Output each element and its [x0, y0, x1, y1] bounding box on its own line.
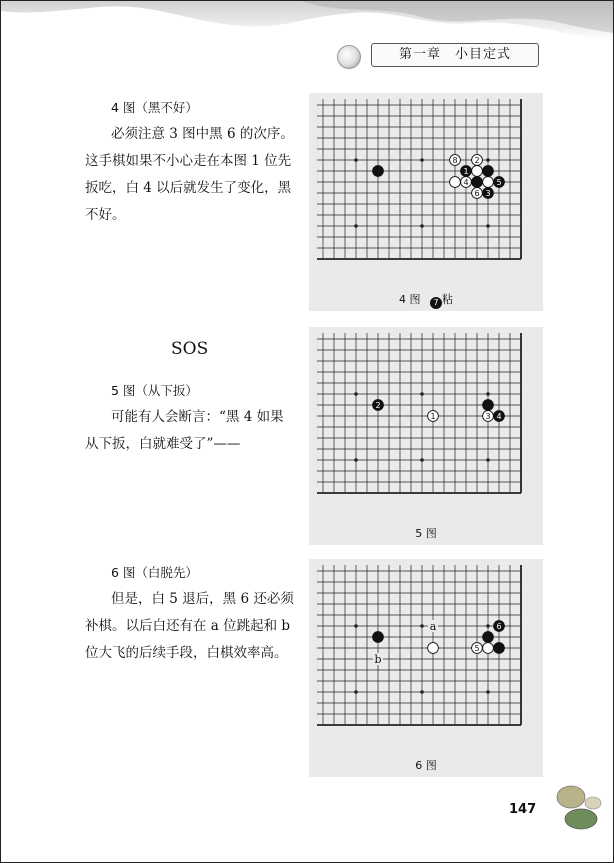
board5-stone-label-3: 3	[485, 412, 491, 421]
board4-stone-label-4: 4	[463, 178, 469, 187]
board4-white-stone	[450, 177, 461, 188]
figure-5-caption: 5 图	[415, 527, 437, 540]
board4-stone-label-1: 1	[463, 167, 469, 176]
board6-black-stone	[373, 632, 384, 643]
board6-black-stone	[483, 632, 494, 643]
section-4-heading: 4 图（黑不好）	[111, 100, 198, 115]
board6-stone-label-5: 5	[474, 644, 480, 653]
board6-star-point	[354, 690, 358, 694]
figure-5	[309, 327, 543, 545]
page-number: 147	[509, 802, 537, 817]
figure-4-caption-prefix: 4 图	[399, 293, 421, 306]
board5-stone-label-4: 4	[496, 412, 502, 421]
board4-star-point	[486, 224, 490, 228]
go-board-4	[309, 93, 543, 285]
figure-6-caption: 6 图	[415, 759, 437, 772]
figure-4-caption	[309, 291, 543, 309]
board6-star-point	[486, 690, 490, 694]
section-6-heading: 6 图（白脱先）	[111, 565, 198, 580]
board5-star-point	[420, 392, 424, 396]
section-5-text	[85, 377, 295, 458]
board6-white-stone	[483, 643, 494, 654]
board4-white-stone	[483, 177, 494, 188]
section-4-body: 必须注意 3 图中黑 6 的次序。这手棋如果不小心走在本图 1 位先扳吃，白 4 以后就发生了变化，黑不好。	[85, 126, 294, 223]
board4-star-point	[354, 158, 358, 162]
board4-black-stone	[373, 166, 384, 177]
board4-stone-label-2: 2	[474, 156, 480, 165]
go-board-5	[309, 327, 543, 519]
black-stone-7-icon: 7	[430, 297, 442, 309]
pebbles-decoration-icon	[553, 777, 613, 837]
board5-star-point	[486, 392, 490, 396]
board5-black-stone	[483, 400, 494, 411]
board4-black-stone	[472, 177, 483, 188]
figure-4-caption-suffix: 粘	[442, 293, 453, 306]
board6-black-stone	[494, 643, 505, 654]
header-banner	[1, 1, 613, 79]
board5-stone-label-2: 2	[375, 401, 381, 410]
section-6-text	[85, 559, 295, 667]
go-board-6	[309, 559, 543, 751]
chapter-title: 第一章 小目定式	[371, 43, 539, 67]
board4-star-point	[420, 224, 424, 228]
sos-heading: SOS	[171, 339, 209, 359]
board5-stone-label-1: 1	[430, 412, 436, 421]
board5-star-point	[354, 392, 358, 396]
board4-black-stone	[483, 166, 494, 177]
board6-white-stone	[428, 643, 439, 654]
board4-star-point	[486, 158, 490, 162]
board6-stone-label-6: 6	[496, 622, 502, 631]
board4-stone-label-5: 5	[496, 178, 502, 187]
section-4-text	[85, 94, 295, 229]
section-6-body: 但是，白 5 退后，黑 6 还必须补棋。以后白还有在 a 位跳起和 b 位大飞的后续手段，白棋效率高。	[85, 591, 294, 661]
board6-star-point	[486, 624, 490, 628]
board4-star-point	[354, 224, 358, 228]
board5-star-point	[420, 458, 424, 462]
board4-star-point	[420, 158, 424, 162]
board6-point-letter-a: a	[429, 620, 437, 633]
section-5-body: 可能有人会断言：“黑 4 如果从下扳，白就难受了”——	[85, 409, 284, 452]
board4-stone-label-8: 8	[452, 156, 458, 165]
board4-stone-label-3: 3	[485, 189, 491, 198]
section-5-heading: 5 图（从下扳）	[111, 383, 198, 398]
figure-6	[309, 559, 543, 777]
figure-4	[309, 93, 543, 311]
board6-star-point	[420, 624, 424, 628]
board4-white-stone	[472, 166, 483, 177]
chapter-orb-icon	[337, 45, 361, 69]
board6-point-letter-b: b	[374, 653, 382, 666]
board4-stone-label-6: 6	[474, 189, 480, 198]
board6-star-point	[354, 624, 358, 628]
board5-star-point	[486, 458, 490, 462]
board5-star-point	[354, 458, 358, 462]
board6-star-point	[420, 690, 424, 694]
